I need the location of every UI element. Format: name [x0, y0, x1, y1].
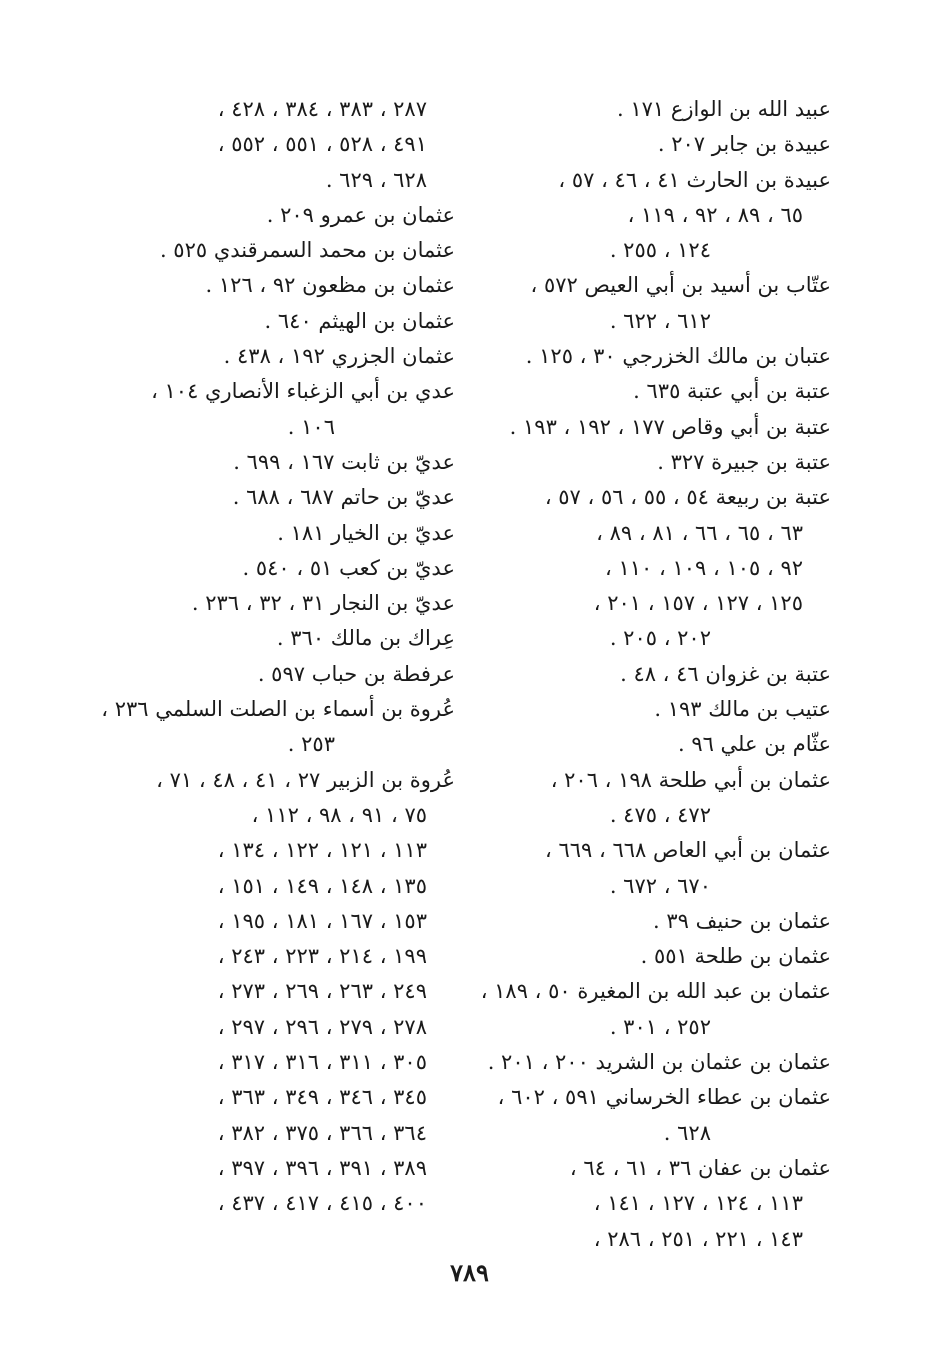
index-entry: عثمان بن عمرو ٢٠٩ . — [266, 202, 455, 227]
index-entry: عتبة بن أبي عتبة ٦٣٥ . — [633, 379, 831, 404]
index-entry: عديّ بن النجار ٣١ ، ٣٢ ، ٢٣٦ . — [191, 591, 455, 616]
index-entry-continuation: ١١٣ ، ١٢٤ ، ١٢٧ ، ١٤١ ، — [593, 1191, 803, 1216]
index-entry: عثمان بن طلحة ٥٥١ . — [640, 944, 831, 969]
index-entry: عثمان بن الهيثم ٦٤٠ . — [264, 308, 455, 333]
index-entry-continuation: ١٥٣ ، ١٦٧ ، ١٨١ ، ١٩٥ ، — [217, 908, 427, 933]
index-entry: عدي بن أبي الزغباء الأنصاري ١٠٤ ، — [151, 379, 455, 404]
index-entry: عديّ بن الخيار ١٨١ . — [277, 520, 455, 545]
index-entry-continuation: ١٢٥ ، ١٢٧ ، ١٥٧ ، ٢٠١ ، — [593, 591, 803, 616]
index-entry: عثمان بن مظعون ٩٢ ، ١٢٦ . — [205, 273, 455, 298]
index-entry-continuation: ٤٠٠ ، ٤١٥ ، ٤١٧ ، ٤٣٧ ، — [217, 1191, 427, 1216]
index-entry: عُروة بن أسماء بن الصلت السلمي ٢٣٦ ، — [101, 697, 455, 722]
index-entry: عتّاب بن أسيد بن أبي العيص ٥٧٢ ، — [530, 273, 831, 298]
index-entry: عثمان بن حنيف ٣٩ . — [653, 908, 831, 933]
index-entry-continuation: ٢٨٧ ، ٣٨٣ ، ٣٨٤ ، ٤٢٨ ، — [217, 97, 427, 121]
index-entry: عثمان بن عطاء الخرساني ٥٩١ ، ٦٠٢ ، — [497, 1085, 831, 1110]
index-entry: عبيدة بن الحارث ٤١ ، ٤٦ ، ٥٧ ، — [558, 167, 831, 192]
index-entry: عديّ بن كعب ٥١ ، ٥٤٠ . — [242, 555, 455, 580]
index-entry: عِراك بن مالك ٣٦٠ . — [276, 626, 455, 651]
index-entry-continuation: ١٩٩ ، ٢١٤ ، ٢٢٣ ، ٢٤٣ ، — [217, 944, 427, 969]
page-number: ٧٨٩ — [450, 1258, 489, 1287]
index-entry: عتبة بن ربيعة ٥٤ ، ٥٥ ، ٥٦ ، ٥٧ ، — [544, 485, 831, 510]
index-entry-continuation: ١٢٤ ، ٢٥٥ . — [609, 238, 711, 263]
index-entry: عتبان بن مالك الخزرجي ٣٠ ، ١٢٥ . — [525, 344, 831, 369]
index-entry: عثمان الجزري ١٩٢ ، ٤٣٨ . — [223, 344, 455, 369]
index-entry: عُروة بن الزبير ٢٧ ، ٤١ ، ٤٨ ، ٧١ ، — [156, 767, 455, 792]
index-entry-continuation: ٦٢٨ ، ٦٢٩ . — [325, 167, 427, 192]
index-entry-continuation: ٣٤٥ ، ٣٤٦ ، ٣٤٩ ، ٣٦٣ ، — [217, 1085, 427, 1110]
index-entry-continuation: ١٣٥ ، ١٤٨ ، ١٤٩ ، ١٥١ ، — [217, 873, 427, 898]
index-entry-continuation: ١١٣ ، ١٢١ ، ١٢٢ ، ١٣٤ ، — [217, 838, 427, 863]
index-entry-continuation: ٩٢ ، ١٠٥ ، ١٠٩ ، ١١٠ ، — [605, 555, 803, 580]
index-entry: عثمان بن أبي العاص ٦٦٨ ، ٦٦٩ ، — [545, 838, 831, 863]
index-entry-continuation: ٤٧٢ ، ٤٧٥ . — [609, 802, 711, 827]
index-entry-continuation: ٣٦٤ ، ٣٦٦ ، ٣٧٥ ، ٣٨٢ ، — [217, 1120, 427, 1145]
left-column — [100, 92, 455, 1222]
index-entry-continuation: ٦١٢ ، ٦٢٢ . — [609, 308, 711, 333]
index-entry-continuation: ٣٨٩ ، ٣٩١ ، ٣٩٦ ، ٣٩٧ ، — [217, 1155, 427, 1180]
index-entry: عتيب بن مالك ١٩٣ . — [654, 697, 831, 722]
index-entry-continuation: ١٠٦ . — [287, 414, 335, 439]
index-entry-continuation: ٦٧٠ ، ٦٧٢ . — [609, 873, 711, 898]
index-entry: عثمان بن أبي طلحة ١٩٨ ، ٢٠٦ ، — [550, 767, 831, 792]
index-entry-continuation: ٤٩١ ، ٥٢٨ ، ٥٥١ ، ٥٥٢ ، — [217, 132, 427, 157]
right-column — [480, 92, 831, 1257]
index-entry: عثّام بن علي ٩٦ . — [677, 732, 831, 757]
index-entry: عبيد الله بن الوازع ١٧١ . — [617, 97, 831, 121]
index-entry: عثمان بن محمد السمرقندي ٥٢٥ . — [159, 238, 455, 263]
index-entry: عبيدة بن جابر ٢٠٧ . — [657, 132, 831, 157]
index-entry-continuation: ٢٠٢ ، ٢٠٥ . — [609, 626, 711, 651]
index-entry-continuation: ٦٣ ، ٦٥ ، ٦٦ ، ٨١ ، ٨٩ ، — [596, 520, 803, 545]
index-entry-continuation: ٣٠٥ ، ٣١١ ، ٣١٦ ، ٣١٧ ، — [217, 1050, 427, 1075]
index-entry-continuation: ١٤٣ ، ٢٢١ ، ٢٥١ ، ٢٨٦ ، — [593, 1226, 803, 1251]
index-entry: عديّ بن حاتم ٦٨٧ ، ٦٨٨ . — [232, 485, 455, 510]
index-entry: عديّ بن ثابت ١٦٧ ، ٦٩٩ . — [233, 449, 455, 474]
index-entry-continuation: ٢٤٩ ، ٢٦٣ ، ٢٦٩ ، ٢٧٣ ، — [217, 979, 427, 1004]
index-entry-continuation: ٦٢٨ . — [663, 1120, 711, 1145]
index-entry: عتبة بن غزوان ٤٦ ، ٤٨ . — [620, 661, 831, 686]
index-entry-continuation: ٧٥ ، ٩١ ، ٩٨ ، ١١٢ ، — [251, 802, 427, 827]
index-entry: عرفطة بن حباب ٥٩٧ . — [257, 661, 455, 686]
index-entry: عثمان بن عفان ٣٦ ، ٦١ ، ٦٤ ، — [569, 1155, 831, 1180]
index-entry: عتبة بن أبي وقاص ١٧٧ ، ١٩٢ ، ١٩٣ . — [509, 414, 831, 439]
index-entry-continuation: ٦٥ ، ٨٩ ، ٩٢ ، ١١٩ ، — [627, 202, 803, 227]
index-entry: عثمان بن عبد الله بن المغيرة ٥٠ ، ١٨٩ ، — [480, 979, 831, 1004]
index-entry: عتبة بن جبيرة ٣٢٧ . — [657, 449, 831, 474]
index-entry: عثمان بن عثمان بن الشريد ٢٠٠ ، ٢٠١ . — [487, 1050, 831, 1075]
index-entry-continuation: ٢٥٢ ، ٣٠١ . — [609, 1014, 711, 1039]
index-entry-continuation: ٢٧٨ ، ٢٧٩ ، ٢٩٦ ، ٢٩٧ ، — [217, 1014, 427, 1039]
index-entry-continuation: ٢٥٣ . — [287, 732, 335, 757]
